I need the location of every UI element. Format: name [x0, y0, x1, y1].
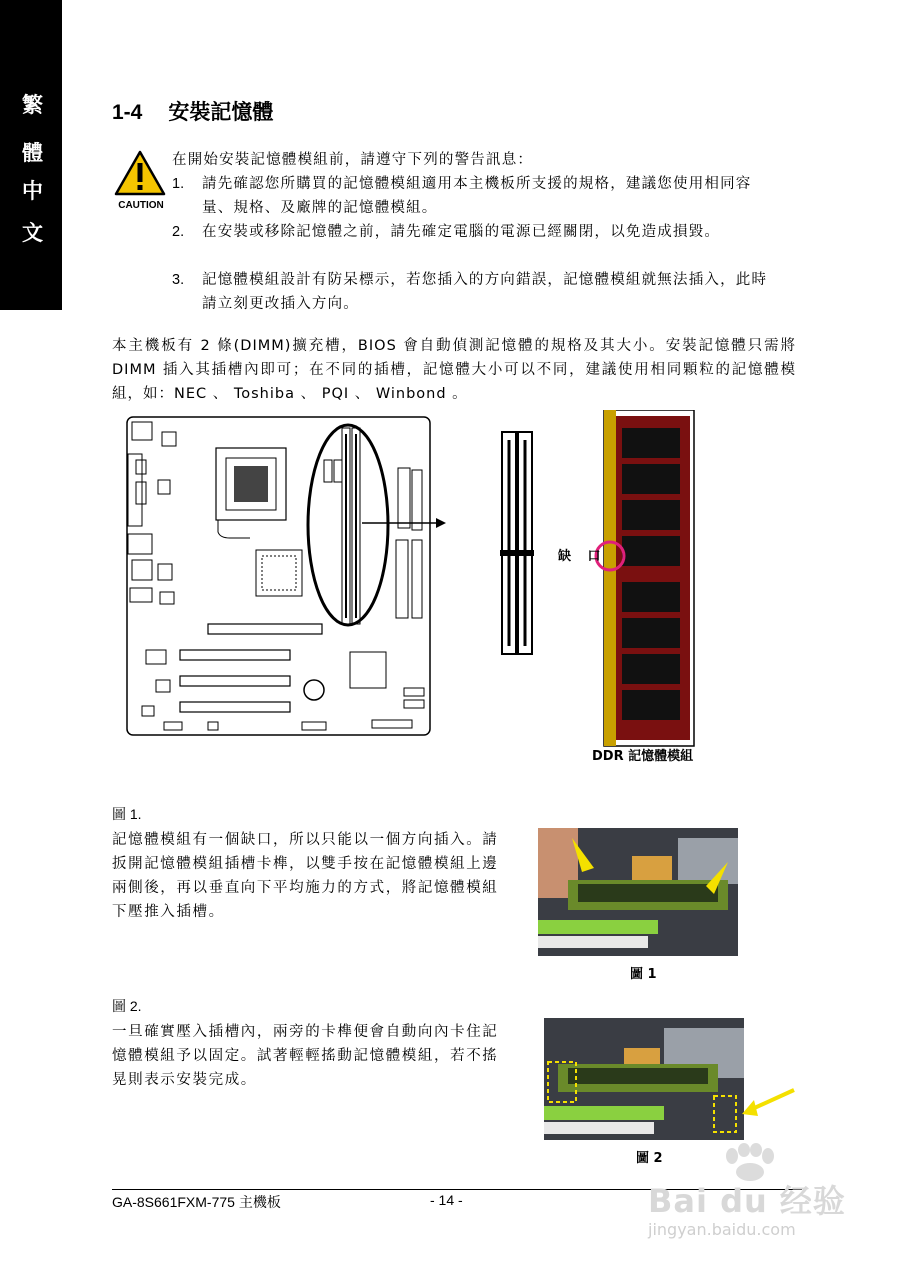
ddr-module-label: DDR 記憶體模組 [592, 749, 694, 764]
watermark-mark: Bai du 经验 [648, 1182, 846, 1220]
language-side-tab [0, 0, 62, 310]
side-tab-char: 體 [22, 140, 43, 165]
side-tab-char: 繁 [22, 92, 43, 117]
caution-label: CAUTION [118, 200, 164, 210]
caution-item-text: 記憶體模組設計有防呆標示，若您插入的方向錯誤，記憶體模組就無法插入，此時請立刻更改插入方向。 [202, 272, 768, 312]
section-title [112, 96, 273, 126]
caution-item-number: 3. [172, 272, 185, 288]
caution-item-text: 請先確認您所購買的記憶體模組適用本主機板所支援的規格，建議您使用相同容量、規格、及廠牌的記憶體模組。 [202, 176, 752, 216]
page-number: - 14 - [430, 1192, 463, 1208]
footer-model: GA-8S661FXM-775 主機板 [112, 1194, 281, 1210]
figure-2-photo [544, 1018, 800, 1140]
figure-1-title: 圖 1. [112, 806, 142, 822]
intro-paragraph: 本主機板有 2 條(DIMM)擴充槽，BIOS 會自動偵測記憶體的規格及其大小。安裝記憶體只需將 DIMM 插入其插槽內即可；在不同的插槽，記憶體大小可以不同，建議使用相同顆粒的記憶體模組，如：NEC 、 Toshiba 、 PQI 、 Winbond 。 [112, 338, 796, 402]
caution-icon [114, 150, 170, 210]
dimm-highlight-ellipse [308, 425, 388, 625]
memory-install-diagram [120, 410, 720, 780]
figure-2-text: 一旦確實壓入插槽內，兩旁的卡榫便會自動向內卡住記憶體模組予以固定。試著輕輕搖動記憶體模組，若不搖晃則表示安裝完成。 [112, 1024, 499, 1088]
side-tab-char: 文 [22, 220, 43, 245]
figure-2-caption: 圖 2 [636, 1151, 663, 1166]
side-tab-char: 中 [22, 178, 43, 203]
caution-item-text: 在安裝或移除記憶體之前，請先確定電腦的電源已經關閉，以免造成損毀。 [202, 224, 721, 240]
figure-1-photo [538, 828, 738, 956]
watermark-url: jingyan.baidu.com [648, 1220, 796, 1239]
caution-item-number: 2. [172, 224, 185, 240]
figure-2-title: 圖 2. [112, 998, 142, 1014]
figure-1-text: 記憶體模組有一個缺口，所以只能以一個方向插入。請扳開記憶體模組插槽卡榫，以雙手按在記憶體模組上邊兩側後，再以垂直向下平均施力的方式，將記憶體模組下壓推入插槽。 [112, 832, 499, 920]
section-heading: 安裝記憶體 [168, 100, 274, 124]
baidu-watermark [640, 1140, 860, 1260]
section-number: 1-4 [112, 101, 143, 124]
notch-label: 缺 口 [558, 549, 607, 564]
caution-intro: 在開始安裝記憶體模組前，請遵守下列的警告訊息： [172, 152, 534, 168]
figure-1-caption: 圖 1 [630, 967, 657, 982]
caution-item-number: 1. [172, 176, 185, 192]
